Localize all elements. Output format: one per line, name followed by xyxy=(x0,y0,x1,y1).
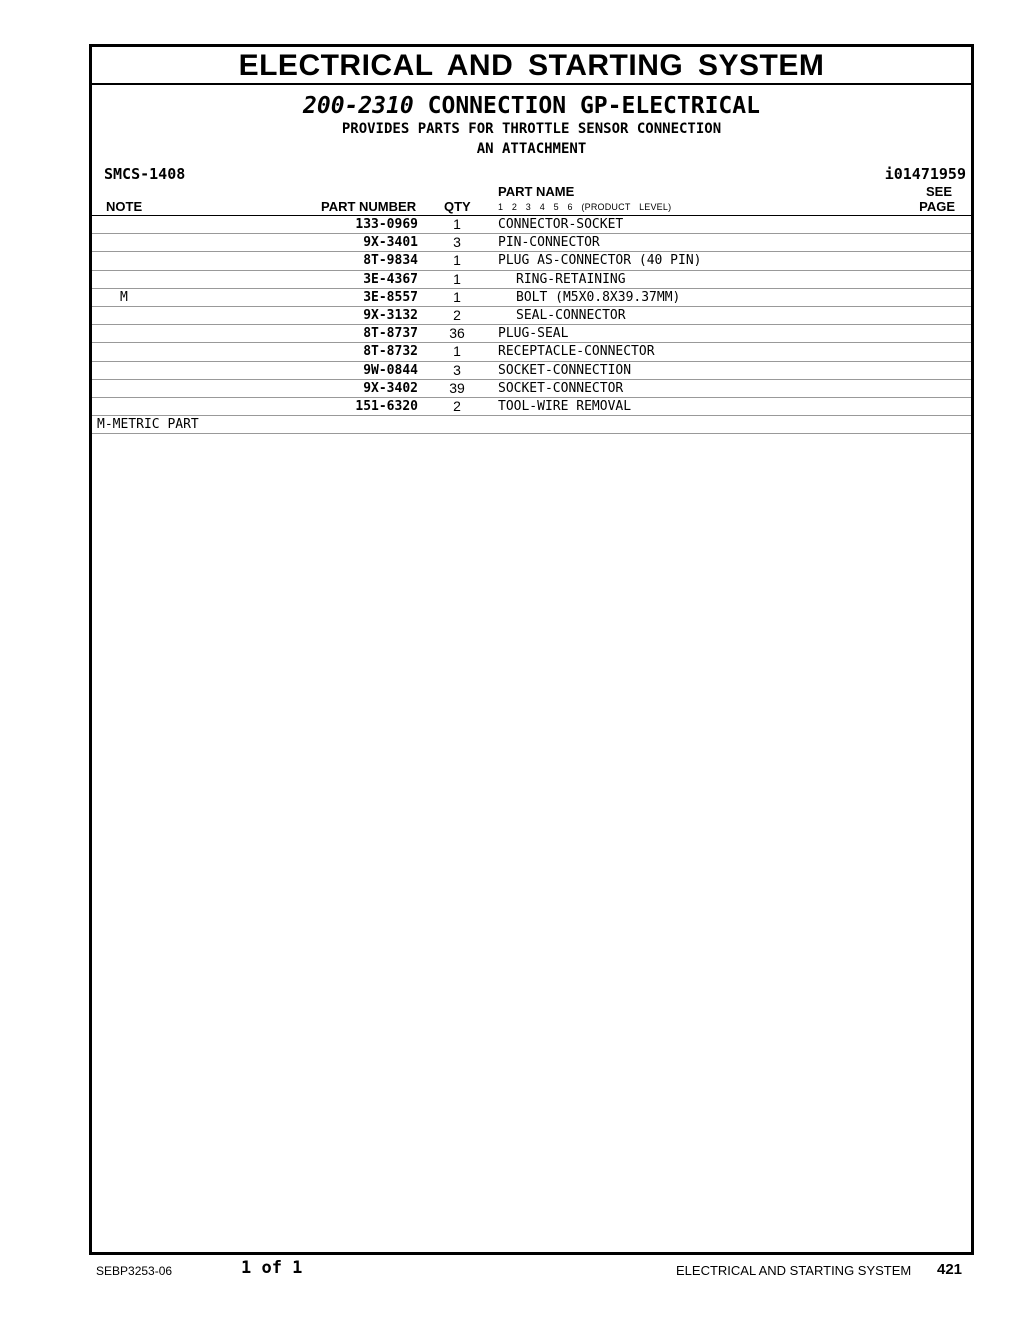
row-part-name: PIN-CONNECTOR xyxy=(498,235,600,251)
row-part-name: TOOL-WIRE REMOVAL xyxy=(498,398,632,414)
table-row xyxy=(92,398,971,416)
row-qty: 1 xyxy=(453,270,461,287)
row-part-number: 8T-9834 xyxy=(363,253,418,269)
row-part-number: 133-0969 xyxy=(355,217,418,232)
row-part-number: 8T-8737 xyxy=(363,326,418,342)
smcs-code: SMCS-1408 xyxy=(104,165,186,183)
row-qty: 2 xyxy=(453,397,461,414)
column-see: SEE xyxy=(925,184,952,199)
row-part-number: 8T-8732 xyxy=(363,344,418,360)
row-part-name: RING-RETAINING xyxy=(516,271,626,287)
row-part-name: CONNECTOR-SOCKET xyxy=(498,217,624,232)
footer-doc-number: SEBP3253-06 xyxy=(96,1264,173,1278)
row-part-number: 9X-3402 xyxy=(363,380,418,396)
table-row xyxy=(92,307,971,325)
row-qty: 1 xyxy=(453,343,461,360)
table-row xyxy=(92,216,971,234)
row-qty: 1 xyxy=(453,288,461,305)
group-subtitle-2: AN ATTACHMENT xyxy=(476,141,587,157)
row-qty: 39 xyxy=(449,379,465,396)
row-part-name: SOCKET-CONNECTION xyxy=(498,362,632,378)
row-qty: 1 xyxy=(453,252,461,269)
table-row xyxy=(92,343,971,361)
column-qty: QTY xyxy=(444,199,471,214)
row-part-name: PLUG-SEAL xyxy=(498,326,569,342)
footer-page-count: 1 of 1 xyxy=(241,1258,303,1278)
column-part-number: PART NUMBER xyxy=(321,199,417,214)
row-part-name: PLUG AS-CONNECTOR (40 PIN) xyxy=(498,253,702,269)
table-row xyxy=(92,362,971,380)
parts-page-frame xyxy=(89,44,974,1255)
table-row xyxy=(92,325,971,343)
row-qty: 2 xyxy=(453,306,461,323)
column-product-level: 1 2 3 4 5 6 (PRODUCT LEVEL) xyxy=(498,202,672,212)
group-number: 200-2310 xyxy=(303,93,414,119)
row-part-number: 3E-8557 xyxy=(363,289,418,305)
footer-page-number: 421 xyxy=(937,1261,963,1278)
table-row xyxy=(92,234,971,252)
footnote-metric: M-METRIC PART xyxy=(92,416,971,434)
column-page: PAGE xyxy=(919,199,955,214)
row-part-number: 9X-3401 xyxy=(363,235,418,251)
row-part-name: BOLT (M5X0.8X39.37MM) xyxy=(516,289,681,305)
section-title: ELECTRICAL AND STARTING SYSTEM xyxy=(92,47,971,85)
column-note: NOTE xyxy=(106,199,143,214)
row-part-number: 3E-4367 xyxy=(363,271,418,287)
row-part-name: SEAL-CONNECTOR xyxy=(516,307,626,323)
row-part-name: RECEPTACLE-CONNECTOR xyxy=(498,344,655,360)
table-row xyxy=(92,252,971,270)
parts-table-header xyxy=(92,185,971,216)
row-part-number: 9W-0844 xyxy=(363,362,418,378)
illustration-id: i01471959 xyxy=(884,165,966,183)
table-row xyxy=(92,380,971,398)
row-qty: 36 xyxy=(449,325,465,342)
row-qty: 3 xyxy=(453,234,461,251)
group-name: CONNECTION GP-ELECTRICAL xyxy=(427,93,760,119)
row-qty: 1 xyxy=(453,216,461,232)
column-part-name: PART NAME xyxy=(498,184,575,199)
group-heading xyxy=(92,93,971,119)
table-row xyxy=(92,271,971,289)
footer-section: ELECTRICAL AND STARTING SYSTEM xyxy=(676,1263,912,1278)
row-part-number: 9X-3132 xyxy=(363,307,418,323)
row-qty: 3 xyxy=(453,361,461,378)
parts-table-body xyxy=(92,216,971,416)
group-subtitle-1: PROVIDES PARTS FOR THROTTLE SENSOR CONNECTION xyxy=(341,121,722,137)
table-row xyxy=(92,289,971,307)
smcs-row xyxy=(92,163,971,185)
row-note: M xyxy=(120,289,128,305)
row-part-number: 151-6320 xyxy=(355,398,418,414)
row-part-name: SOCKET-CONNECTOR xyxy=(498,380,624,396)
